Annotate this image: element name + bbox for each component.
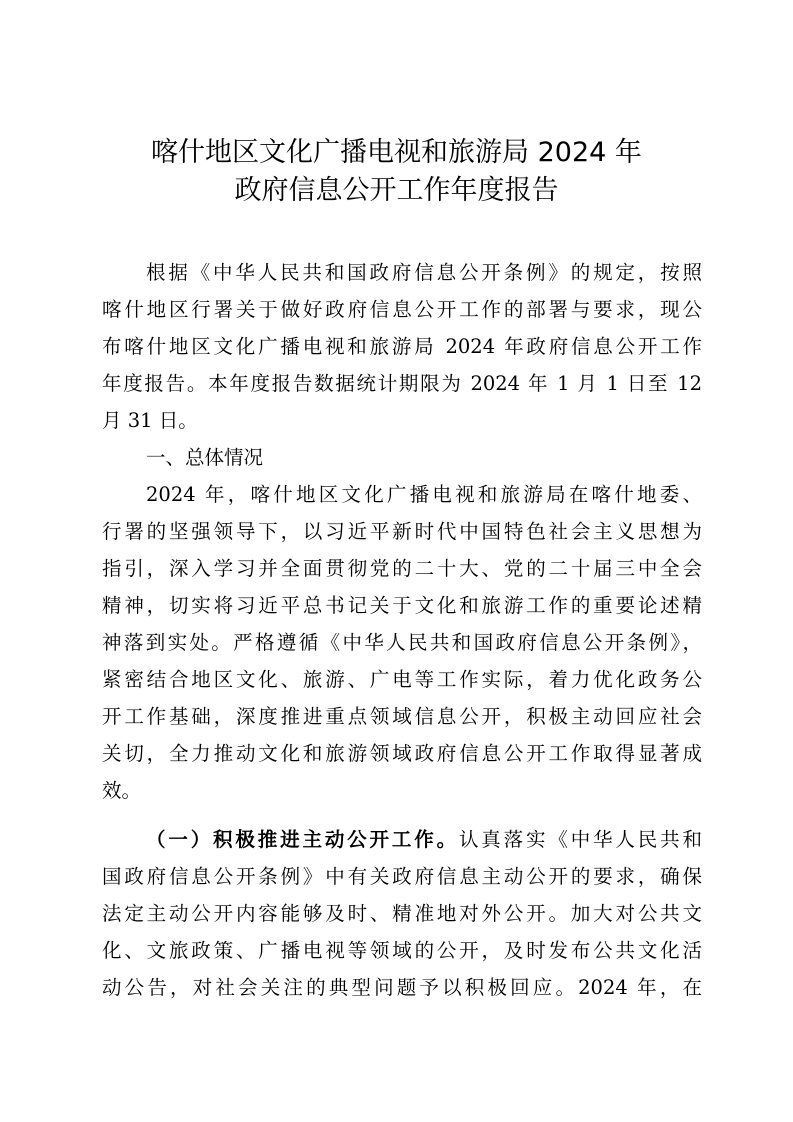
paragraph-2-line-7: 开工作基础，深度推进重点领域信息公开，积极主动回应社会	[102, 705, 702, 728]
paragraph-3-line-4: 化、文旅政策、广播电视等领域的公开，及时发布公共文化活	[102, 939, 702, 962]
paragraph-3-line-5: 动公告，对社会关注的典型问题予以积极回应。2024 年，在	[102, 976, 702, 999]
paragraph-2-line-3: 指引，深入学习并全面贯彻党的二十大、党的二十届三中全会	[102, 557, 702, 580]
paragraph-3-line-3: 法定主动公开内容能够及时、精准地对外公开。加大对公共文	[102, 902, 702, 925]
paragraph-2-line-9: 效。	[102, 779, 142, 802]
paragraph-1-line-5: 月 31 日。	[102, 409, 198, 432]
paragraph-3-heading: （一）积极推进主动公开工作。	[146, 828, 459, 851]
paragraph-2-line-8: 关切，全力推动文化和旅游领域政府信息公开工作取得显著成	[102, 742, 702, 765]
paragraph-2-line-2: 行署的坚强领导下，以习近平新时代中国特色社会主义思想为	[102, 520, 702, 543]
paragraph-2-line-1: 2024 年，喀什地区文化广播电视和旅游局在喀什地委、	[146, 483, 702, 506]
paragraph-3-line-1	[146, 821, 702, 858]
paragraph-3-line-2: 国政府信息公开条例》中有关政府信息主动公开的要求，确保	[102, 865, 702, 888]
paragraph-1-line-1: 根据《中华人民共和国政府信息公开条例》的规定，按照	[146, 261, 702, 284]
paragraph-1-line-4: 年度报告。本年度报告数据统计期限为 2024 年 1 月 1 日至 12	[102, 372, 702, 395]
paragraph-2-line-6: 紧密结合地区文化、旅游、广电等工作实际，着力优化政务公	[102, 668, 702, 691]
document-title-line-1: 喀什地区文化广播电视和旅游局 2024 年	[151, 137, 642, 168]
document-title-line-2: 政府信息公开工作年度报告	[234, 175, 559, 206]
paragraph-1-line-3: 布喀什地区文化广播电视和旅游局 2024 年政府信息公开工作	[102, 335, 702, 358]
paragraph-2-line-4: 精神，切实将习近平总书记关于文化和旅游工作的重要论述精	[102, 594, 702, 617]
paragraph-1-line-2: 喀什地区行署关于做好政府信息公开工作的部署与要求，现公	[102, 298, 702, 321]
paragraph-2-line-5: 神落到实处。严格遵循《中华人民共和国政府信息公开条例》，	[102, 631, 702, 654]
paragraph-3-line-1-rest: 认真落实《中华人民共和	[458, 828, 702, 851]
section-heading-overview: 一、总体情况	[146, 446, 264, 469]
